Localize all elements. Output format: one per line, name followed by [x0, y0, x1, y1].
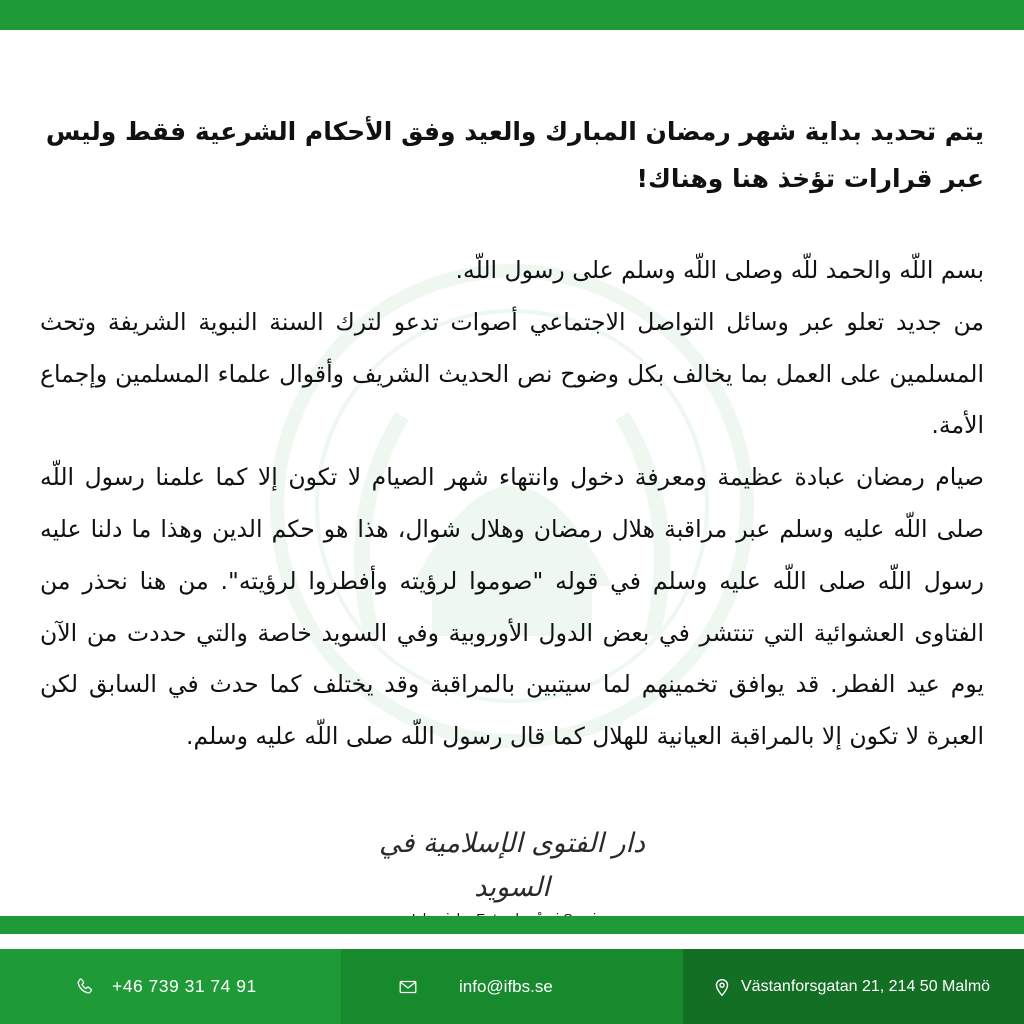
article-body: [40, 245, 984, 763]
phone-number[interactable]: +46 739 31 74 91: [112, 976, 257, 996]
paragraph-ramadan-sighting: صيام رمضان عبادة عظيمة ومعرفة دخول وانتهاء شهر الصيام لا تكون إلا كما علمنا رسول اللّه صلى اللّه عليه وسلم عبر مراقبة هلال رمضان وهلال شوال، هذا هو حكم الدين وهذا ما دلنا عليه رسول اللّه صلى اللّه عليه وسلم في قوله "صوموا لرؤيته وأفطروا لرؤيته". من هنا نحذر من الفتاوى العشوائية التي تنتشر في بعض الدول الأوروبية وفي السويد خاصة والتي حددت من الآن يوم عيد الفطر. قد يوافق تخمينهم لما سيتبين بالمراقبة وقد يختلف كما حدث في السابق لكن العبرة لا تكون إلا بالمراقبة العيانية للهلال كما قال رسول اللّه صلى اللّه عليه وسلم.: [40, 463, 984, 751]
envelope-icon: [397, 976, 419, 998]
logo-arabic-calligraphy: دار الفتوى الإسلامية في السويد: [378, 828, 646, 903]
green-divider-stripe: [0, 916, 1024, 934]
paragraph-basmala: بسم اللّه والحمد للّه وصلى اللّه وسلم على رسول اللّه.: [455, 256, 984, 284]
top-green-bar: [0, 0, 1024, 30]
street-address: Västanforsgatan 21, 214 50 Malmö: [741, 977, 991, 995]
fatwa-office-logo: [362, 822, 662, 903]
headline: يتم تحديد بداية شهر رمضان المبارك والعيد وفق الأحكام الشرعية فقط وليس عبر قرارات تؤخذ هنا وهناك!: [45, 117, 984, 193]
location-pin-icon: [711, 976, 733, 998]
phone-icon: [74, 976, 96, 998]
paragraph-social-media: من جديد تعلو عبر وسائل التواصل الاجتماعي أصوات تدعو لترك السنة النبوية الشريفة وتحث المسلمين على العمل بما يخالف بكل وضوح نص الحديث الشريف وأقوال علماء المسلمين وإجماع الأمة.: [40, 307, 984, 440]
contact-footer: [0, 949, 1024, 1024]
footer-address: [683, 949, 1024, 1024]
footer-phone: [0, 949, 341, 1024]
email-address[interactable]: info@ifbs.se: [459, 976, 553, 996]
footer-email: [341, 949, 683, 1024]
